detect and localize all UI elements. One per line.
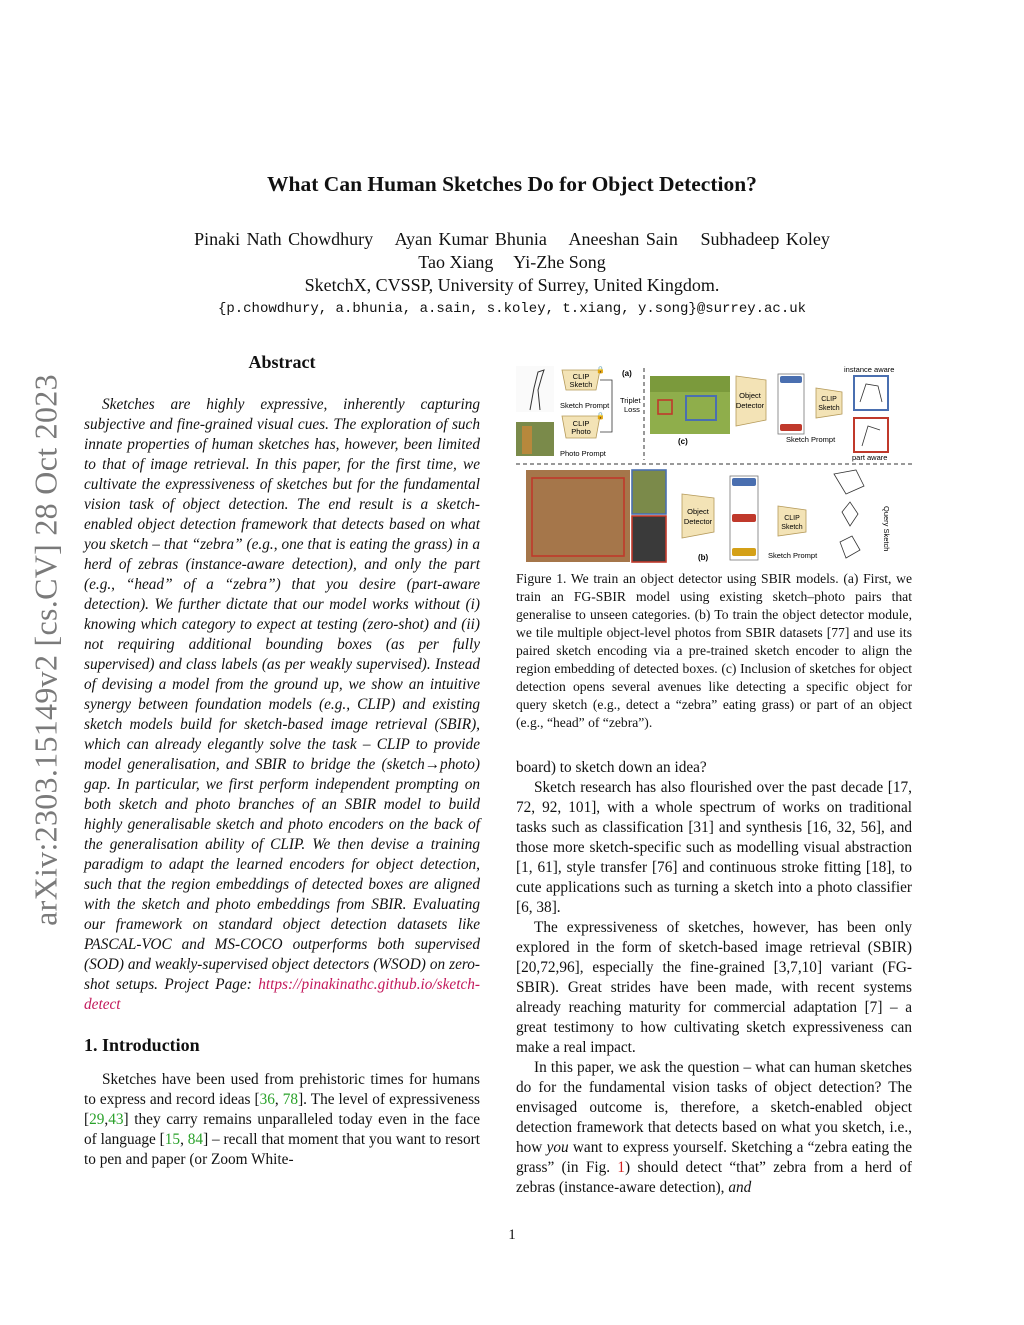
paper-title: What Can Human Sketches Do for Object Detection? xyxy=(267,172,757,196)
giraffe-photo-body xyxy=(522,426,532,454)
camel-photo xyxy=(526,470,630,562)
project-page-link[interactable]: https://pinakinathc.github.io/sketch-detect xyxy=(84,976,480,1013)
clip-photo-label-2: Photo xyxy=(571,427,591,436)
bird-tile xyxy=(632,516,666,562)
author: Tao Xiang xyxy=(418,252,494,272)
author: Ayan Kumar Bhunia xyxy=(394,229,547,249)
embedding-blue xyxy=(780,376,802,383)
text: , xyxy=(180,1131,188,1148)
author: Pinaki Nath Chowdhury xyxy=(194,229,374,249)
text: ] they carry remains unparalleled today even in the face of language [ xyxy=(84,1111,480,1148)
instance-aware-label: instance aware xyxy=(844,366,895,374)
clip-photo-label: CLIP xyxy=(572,419,590,428)
citation[interactable]: 29 xyxy=(89,1111,105,1128)
embedding-gold-b xyxy=(732,548,756,556)
embedding-blue-b xyxy=(732,478,756,486)
object-label-b: Object xyxy=(687,507,709,516)
panel-a xyxy=(516,366,641,458)
sketch-prompt-c: Sketch Prompt xyxy=(786,435,836,444)
text: want to express yourself. Sketching a “zebra eating the grass” (in Fig. xyxy=(516,1139,912,1176)
arxiv-side-stamp xyxy=(26,350,66,950)
clip-sketch-encoder-c xyxy=(816,388,842,418)
right-paragraph-0: board) to sketch down an idea? xyxy=(516,759,707,776)
authors-line-2 xyxy=(0,252,1024,273)
author: Subhadeep Koley xyxy=(700,229,830,249)
lock-icon: 🔒 xyxy=(596,367,605,374)
right-paragraph-3 xyxy=(516,1058,912,1198)
sketch-label-b: Sketch xyxy=(781,524,803,531)
author: Yi-Zhe Song xyxy=(513,252,606,272)
clip-label-b: CLIP xyxy=(784,515,800,522)
abstract-heading: Abstract xyxy=(248,352,316,372)
label-a: (a) xyxy=(622,369,632,378)
section-heading-introduction: 1. Introduction xyxy=(84,1035,200,1055)
text: , xyxy=(104,1111,109,1128)
text: In this paper, we ask the question – what can human sketches do for the fundamental vision tasks of object detection? The envisaged outcome is, therefore, a sketch-enabled object detection framework that detects based on what you sketch, i.e., how xyxy=(516,1059,912,1156)
authors-line-1 xyxy=(0,229,1024,250)
camel-sketch xyxy=(834,470,864,494)
right-paragraph-2: The expressiveness of sketches, however, has been only explored in the form of sketch-based image retrieval (SBIR) [20,72,96], especially the fine-grained [3,7,10] variant (FG-SBIR). Great strides have been made, with recent systems already reaching maturity for commercial adaptation [7] – a great testimony to how cultivating sketch expressiveness can make a real impact. xyxy=(516,919,912,1056)
object-detector-bottom xyxy=(682,494,714,538)
figure-1-caption: Figure 1. We train an object detector using SBIR models. (a) First, we train an FG-SBIR model using existing sketch–photo pairs that generalise to unseen categories. (b) To train the object detector module, we tile multiple object-level photos from SBIR datasets [77] and use its paired sketch encoding via a pre-trained sketch encoder to align the region embedding of detected boxes. (c) Inclusion of sketches for object detection opens several avenues like detecting a specific object for query sketch (e.g., detect a “zebra” eating grass) or part of an object (e.g., “head” of “zebra”). xyxy=(516,571,912,730)
citation[interactable]: 36 xyxy=(259,1091,275,1108)
detector-label-b: Detector xyxy=(683,517,713,526)
giraffe-sketch-b xyxy=(842,502,858,526)
object-label: Object xyxy=(739,391,761,400)
author-emails: {p.chowdhury, a.bhunia, a.sain, s.koley, t.xiang, y.song}@surrey.ac.uk xyxy=(217,301,807,317)
clip-sketch-label-2: Sketch xyxy=(569,380,593,389)
loss-label: Loss xyxy=(624,405,640,414)
panel-b xyxy=(526,470,891,562)
right-column xyxy=(516,366,912,1198)
detector-label: Detector xyxy=(735,401,765,410)
arxiv-id: arXiv:2303.15149v2 [cs.CV] 28 Oct 2023 xyxy=(27,374,64,926)
emphasis-and: and xyxy=(728,1179,752,1196)
figure-1-diagram xyxy=(516,366,912,566)
part-aware-label: part aware xyxy=(852,453,888,462)
citation[interactable]: 78 xyxy=(282,1091,299,1108)
label-c: (c) xyxy=(678,437,688,446)
left-column xyxy=(84,352,480,1170)
label-b: (b) xyxy=(698,553,709,562)
part-sketch xyxy=(854,418,888,452)
abstract-text xyxy=(84,395,480,1015)
giraffe-tile xyxy=(632,470,666,514)
abstract-body: Sketches are highly expressive, inherently capturing subjective and fine-grained visual cues. The exploration of such innate properties of human sketches has, however, been limited to that of image retrieval. In this paper, for the first time, we cultivate the expressiveness of sketches but for the fundamental vision task of object detection. The end result is a sketch-enabled object detection framework that detects based on what you sketch – that “zebra” (e.g., one that is eating the grass) in a herd of zebras (instance-aware detection), and only the part (e.g., “head” of a “zebra”) that you desire (part-aware detection). We further dictate that our model works without (i) knowing which category to expect at testing (zero-shot) and (ii) not requiring additional bounding boxes (as per fully supervised) and class labels (as per weakly supervised). Instead of devising a model from the ground up, we show an intuitive synergy between foundation models (e.g., CLIP) and existing sketch models build for sketch-based image retrieval (SBIR), which can already elegantly solve the task – CLIP to provide model generalisation, and SBIR to bridge the (sketch→photo) gap. In particular, we first perform independent prompting on both sketch and photo branches of an SBIR model to build highly generalisable sketch and photo encoders on the back of the generalisation ability of CLIP. We then devise a training paradigm to adapt the learned encoders for object detection, such that the region embeddings of detected boxes are aligned with the sketch and photo embeddings from SBIR. Evaluating our framework on standard object detection datasets like PASCAL-VOC and MS-COCO outperforms both supervised (SOD) and weakly-supervised object detectors (WSOD) on zero-shot setups. Project Page: xyxy=(84,396,480,993)
instance-sketch xyxy=(854,376,888,410)
photo-prompt-label: Photo Prompt xyxy=(560,449,606,458)
affiliation: SketchX, CVSSP, University of Surrey, United Kingdom. xyxy=(304,275,720,295)
embedding-red-b xyxy=(732,514,756,522)
author: Aneeshan Sain xyxy=(568,229,678,249)
text: , xyxy=(274,1091,283,1108)
sketch-prompt-b: Sketch Prompt xyxy=(768,551,818,560)
figure-1 xyxy=(516,366,912,566)
page-number: 1 xyxy=(508,1227,516,1243)
sketch-label-c: Sketch xyxy=(818,405,840,412)
clip-sketch-label: CLIP xyxy=(572,372,590,381)
sketch-prompt-label: Sketch Prompt xyxy=(560,401,610,410)
triplet-label: Triplet xyxy=(620,396,641,405)
figure-reference[interactable]: 1 xyxy=(617,1159,626,1176)
lock-icon: 🔒 xyxy=(596,413,605,420)
giraffe-photo xyxy=(516,422,554,456)
text: ) should detect “that” zebra from a herd of zebras (instance-aware detection), xyxy=(516,1159,912,1196)
citation[interactable]: 84 xyxy=(187,1131,204,1148)
right-paragraph-1: Sketch research has also flourished over the past decade [17, 72, 92, 101], with a whole spectrum of works on traditional tasks such as classification [31] and synthesis [16, 32, 56], and those more sketch-specific such as modelling visual abstraction [1, 61], style transfer [76] and continuous stroke fitting [18], to cute applications such as turning a sketch into a photo classifier [6, 38]. xyxy=(516,779,912,916)
text: ]. The level of expressiveness [ xyxy=(84,1091,480,1128)
intro-paragraph xyxy=(84,1070,480,1170)
clip-label-c: CLIP xyxy=(821,396,837,403)
citation[interactable]: 43 xyxy=(108,1111,124,1128)
text: ] – recall that moment that you want to resort to pen and paper (or Zoom White- xyxy=(84,1131,480,1168)
text: Sketches have been used from prehistoric times for humans to express and record ideas [ xyxy=(84,1071,480,1108)
citation[interactable]: 15 xyxy=(164,1131,181,1148)
embedding-red xyxy=(780,424,802,431)
panel-c xyxy=(650,366,894,462)
giraffe-sketch-image xyxy=(516,366,554,412)
bird-sketch xyxy=(840,536,860,558)
zebra-photo-trees xyxy=(650,376,730,392)
query-sketch-label: Query Sketch xyxy=(882,506,891,552)
emphasis-you: you xyxy=(546,1139,569,1156)
